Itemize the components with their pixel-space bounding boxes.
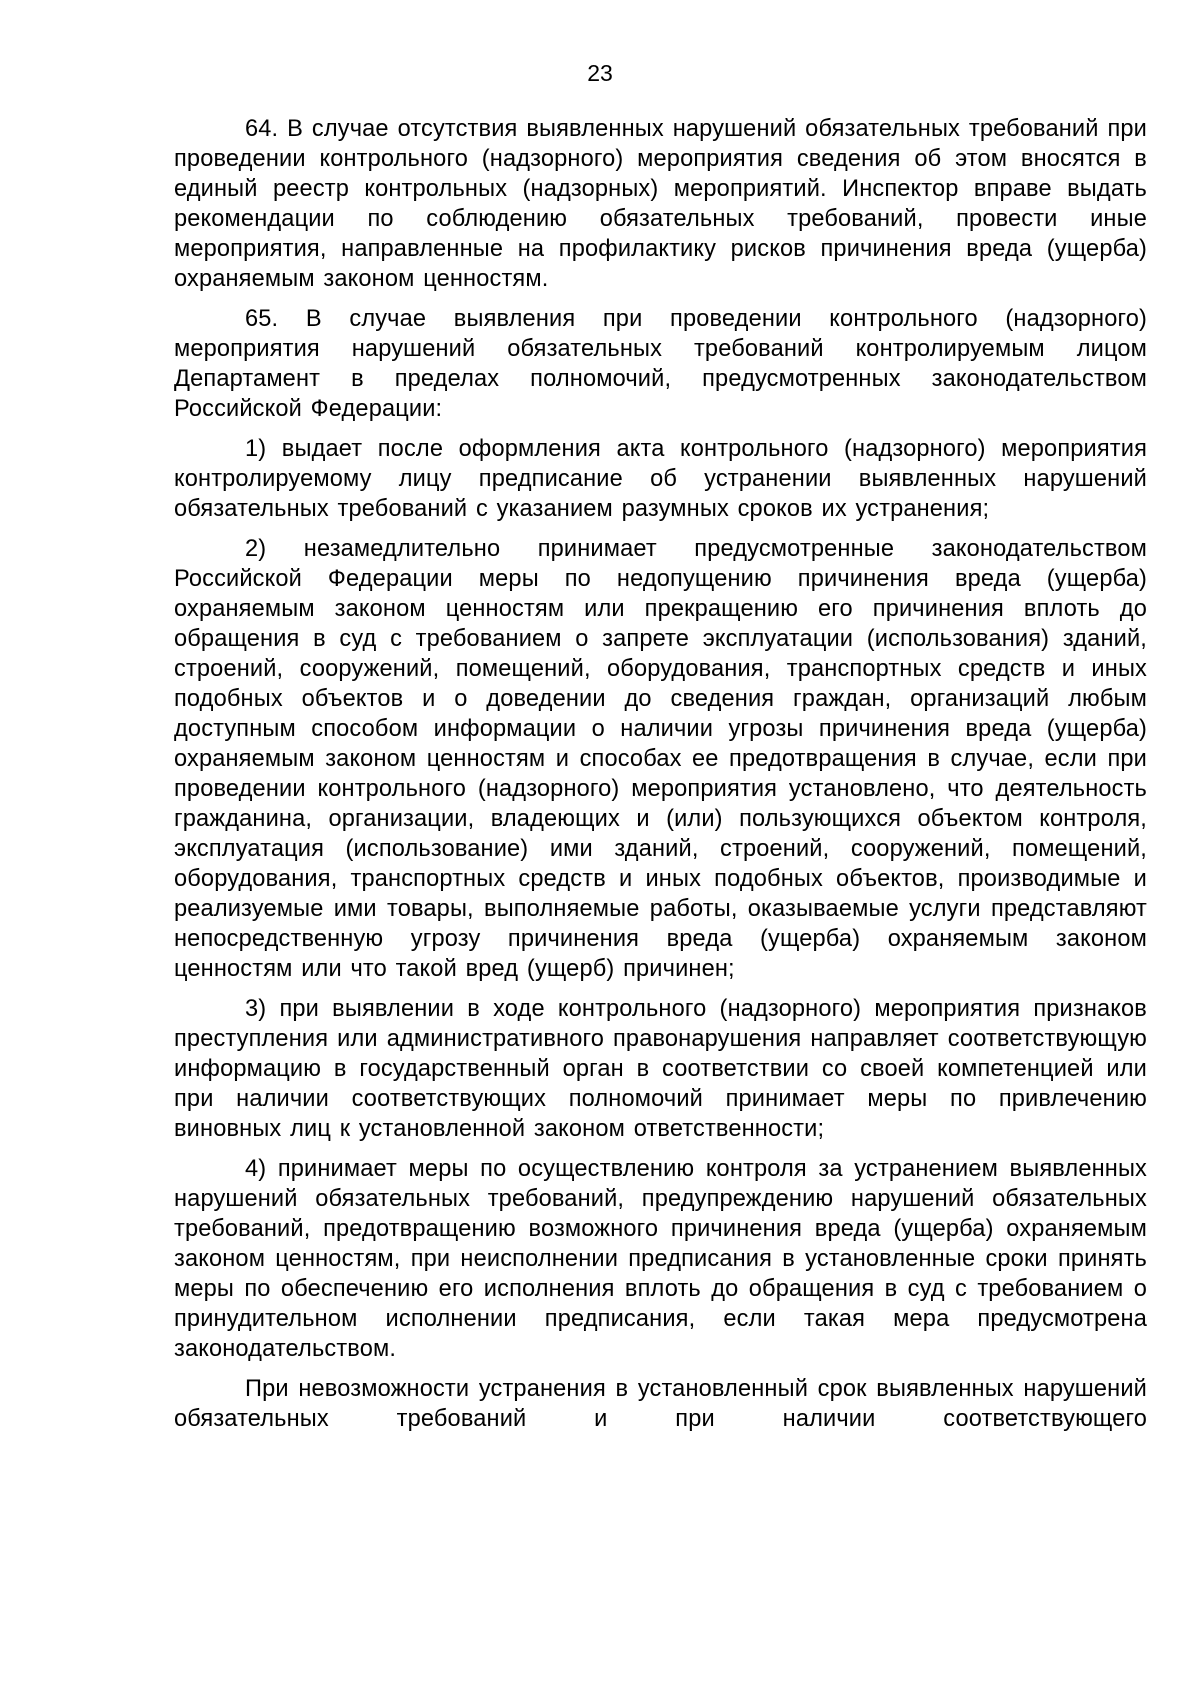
paragraph-64: 64. В случае отсутствия выявленных нарушений обязательных требований при проведении контрольного (надзорного) мероприятия сведения об этом вносятся в единый реестр контрольных (надзорных) мероприятий. Инспектор вправе выдать рекомендации по соблюдению обязательных требований, провести иные мероприятия, направленные на профилактику рисков причинения вреда (ущерба) охраняемым законом ценностям. <box>174 116 1147 292</box>
list-item-1: 1) выдает после оформления акта контрольного (надзорного) мероприятия контролируемому лицу предписание об устранении выявленных нарушений обязательных требований с указанием разумных сроков их устранения; <box>174 436 1147 522</box>
paragraph-continuation: При невозможности устранения в установленный срок выявленных нарушений обязательных требований и при наличии соответствующего <box>174 1376 1147 1432</box>
list-item-3: 3) при выявлении в ходе контрольного (надзорного) мероприятия признаков преступления или административного правонарушения направляет соответствующую информацию в государственный орган в соответствии со своей компетенцией или при наличии соответствующих полномочий принимает меры по привлечению виновных лиц к установленной законом ответственности; <box>174 996 1147 1142</box>
document-body <box>174 114 1147 1434</box>
list-item-4: 4) принимает меры по осуществлению контроля за устранением выявленных нарушений обязательных требований, предупреждению нарушений обязательных требований, предотвращению возможного причинения вреда (ущерба) охраняемым законом ценностям, при неисполнении предписания в установленные сроки принять меры по обеспечению его исполнения вплоть до обращения в суд с требованием о принудительном исполнении предписания, если такая мера предусмотрена законодательством. <box>174 1156 1147 1362</box>
page-number: 23 <box>587 60 613 86</box>
paragraph-65: 65. В случае выявления при проведении контрольного (надзорного) мероприятия нарушений обязательных требований контролируемым лицом Департамент в пределах полномочий, предусмотренных законодательством Российской Федерации: <box>174 306 1147 422</box>
list-item-2: 2) незамедлительно принимает предусмотренные законодательством Российской Федерации меры по недопущению причинения вреда (ущерба) охраняемым законом ценностям или прекращению его причинения вплоть до обращения в суд с требованием о запрете эксплуатации (использования) зданий, строений, сооружений, помещений, оборудования, транспортных средств и иных подобных объектов и о доведении до сведения граждан, организаций любым доступным способом информации о наличии угрозы причинения вреда (ущерба) охраняемым законом ценностям и способах ее предотвращения в случае, если при проведении контрольного (надзорного) мероприятия установлено, что деятельность гражданина, организации, владеющих и (или) пользующихся объектом контроля, эксплуатация (использование) ими зданий, строений, сооружений, помещений, оборудования, транспортных средств и иных подобных объектов, производимые и реализуемые ими товары, выполняемые работы, оказываемые услуги представляют непосредственную угрозу причинения вреда (ущерба) охраняемым законом ценностям или что такой вред (ущерб) причинен; <box>174 536 1147 982</box>
